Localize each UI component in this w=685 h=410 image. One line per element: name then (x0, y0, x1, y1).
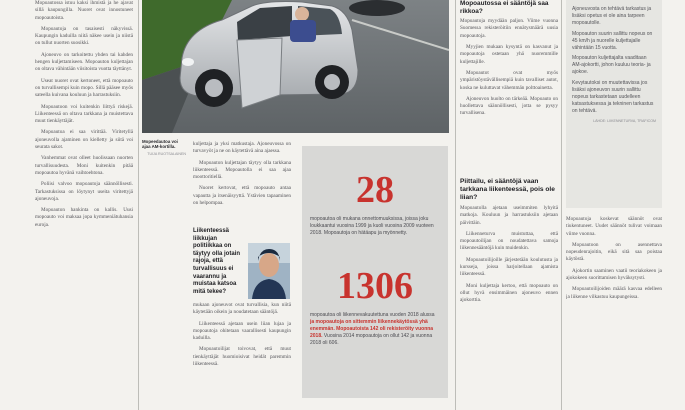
article-column-5 (566, 216, 662, 410)
paragraph: Mopoauton hankinta on kallis. Uusi mopoauto voi maksaa jopa kymmeniätuhansia euroja. (35, 207, 133, 228)
moped-car-photo (142, 0, 449, 133)
caption-text: Mopeedautoa voi ajaa AM-kortilla. (142, 139, 178, 150)
stat-number-2: 1306 (337, 265, 413, 307)
paragraph: Liikenteessä ajetaan usein liian lujaa ja mopoautoja ohitetaan vaarallisesti kaupungin kaduilla. (193, 320, 291, 342)
article-column-2 (193, 141, 291, 225)
paragraph: Ajoneuvo on tarkoitettu yhden tai kahden hengen kuljettamiseen. Mopoauton kuljettajan on oltava vähintään viisitoista vuotta täyttänyt. (35, 51, 133, 73)
stat-number-1: 28 (356, 169, 394, 211)
column-subheading: Mopoautossa ei sääntöjä saa rikkoa? (460, 0, 549, 15)
column-divider (138, 0, 139, 410)
photo-caption (142, 139, 186, 156)
paragraph: Mopoautoon voi kuitenkin liittyä riskejä. Liikenteessä on oltava tarkkana ja muistettava muut tienkäyttäjät. (35, 103, 133, 125)
column-divider (561, 0, 562, 410)
paragraph: Mopoautoa ei saa virittää. Viritetyllä ajoneuvolla ajaminen on kielletty ja siitä voi seurata sakot. (35, 129, 133, 151)
statistics-box (302, 146, 448, 398)
photo-credit: TUIJA RUOTSALAINEN (147, 151, 186, 156)
article-column-1 (35, 0, 133, 410)
fact-paragraph: Mopoauton kuljettajalta vaaditaan AM-ajokortti, johon kuuluu teoria- ja ajokoe. (572, 55, 651, 76)
stat-text-2c: Vuosina 2014 mopoautoja on ollut 142 ja vuonna 2018 oli 606. (310, 333, 433, 346)
column-subheading: Piittailu, ei sääntöjä vaan tarkkana liikenteessä, pois ole liian? (460, 178, 555, 201)
paragraph: Mopoautoilijoille järjestetään koulutusta ja kursseja, joissa harjoitellaan ajamista liikenteessä. (460, 256, 558, 278)
paragraph: Mopoautot ovat myös ympäristöystävällisempiä kuin tavalliset autot, koska ne kuluttavat vähemmän polttoainetta. (460, 69, 558, 91)
pull-quote (193, 228, 248, 296)
paragraph: kuljettaja ja yksi matkustaja. Ajoneuvossa on turvavyöt ja ne on käytettävä aina ajaessa. (193, 141, 291, 155)
paragraph: Mopoautoja on tasaisesti näkyvissä. Kaupungin kaduilla niitä näkee usein ja niistä on tullut nuorten suosikki. (35, 25, 133, 47)
column-divider (455, 0, 456, 410)
paragraph: mukaan ajoneuvot ovat turvallisia, kun niitä käytetään oikein ja noudatetaan sääntöjä. (193, 302, 291, 316)
paragraph: Mopoauton kuljettajan täytyy olla tarkkana liikenteessä. Mopoautolla ei saa ajaa moottoritiellä. (193, 159, 291, 181)
paragraph: Poliisi valvoo mopoautoja säännöllisesti. Tarkastuksissa on löytynyt useita viritettyjä ajoneuvoja. (35, 181, 133, 202)
paragraph: Ajokortin saaminen vaatii teoriakokeen ja ajokokeen suorittamisen hyväksytysti. (566, 267, 662, 282)
paragraph: Moni kuljettaja kertoo, että mopoauto on ollut hyvä ensimmäinen ajoneuvo ennen ajokorttia. (460, 282, 558, 304)
article-column-4 (460, 0, 558, 170)
fact-box (566, 0, 662, 208)
article-column-3 (193, 302, 291, 410)
paragraph: Mopoautoilijat toivovat, että muut tienkäyttäjät huomioisivat heidät paremmin liikenteessä. (193, 346, 291, 368)
fact-paragraph: Mopoauton suurin sallittu nopeus on 45 km/h ja nuorelle kuljettajalle vähintään 15 vuotta. (572, 30, 653, 51)
fact-paragraph: Ajoneuvosta on tehtävä tarkastus ja lisäksi opetus ei ole aina tarpeen mopoautolle. (572, 6, 652, 26)
paragraph: Mopoautoja koskevat säännöt ovat tiukentuneet. Uudet säännöt tulivat voimaan viime vuonna. (566, 216, 662, 237)
paragraph: Mopoautoon on asennettava nopeudenrajoitin, eikä sitä saa poistaa käytöstä. (566, 241, 662, 263)
fact-box-source: LÄHDE: LIIKENNETURVA, TRAFICOM (593, 118, 656, 123)
stat-text-2-highlight: ja mopoautoja on sittemmin liikennekäytössä yhä enemmän. Mopoautoista 142 oli rekisteröity vuonna 2018. (310, 319, 434, 339)
paragraph: Liikenneturva muistuttaa, että mopoautoilijan on noudatettava samoja liikennesääntöjä kuin muidenkin. (460, 230, 558, 252)
paragraph: Mopoautolla ajetaan useimmiten lyhyitä matkoja. Kouluun ja harrastuksiin ajetaan päivittäin. (460, 205, 558, 226)
paragraph: Mopoautossa istuu kaksi ihmistä ja he ajavat sillä kaupungilla. Nuoret ovat innostuneet mopoautoista. (35, 0, 133, 21)
paragraph: Vanhemmat ovat olleet huolissaan nuorten turvallisuudesta. Moni kuitenkin pitää mopoautoa hyvänä vaihtoehtona. (35, 155, 133, 176)
person-portrait (248, 243, 290, 299)
paragraph: Mopoautoilijoiden määrä kasvaa edelleen ja liikenne vilkastuu kaupungeissa. (566, 286, 662, 300)
paragraph: Mopoautoja myydään paljon. Viime vuonna Suomessa rekisteröitiin ennätysmäärä uusia mopoautoja. (460, 18, 558, 39)
fact-paragraph: Kevytautoksi on muutettavissa jos lisäksi ajoneuvon suurin sallittu nopeus tarkastetaan uudelleen katsastuksessa ja tekninen tarkastus on tehtävä. (572, 80, 654, 114)
paragraph: Myyjien mukaan kysyntä on kasvanut ja mopoautoja ostetaan yhä nuoremmille kuljettajille. (460, 44, 558, 65)
paragraph: Ajoneuvon huolto on tärkeää. Mopoauto on huollettava säännöllisesti, jotta se pysyy turvallisena. (460, 95, 558, 117)
paragraph: Useat nuoret ovat kertoneet, että mopoauto on turvallisempi kuin mopo. Sillä pääsee myös sateella kuivana kouluun ja harrastuksiin. (35, 77, 133, 99)
stat-text-2a: mopoautoa oli liikennevakuutettuna vuoden 2018 alussa (310, 312, 435, 318)
stat-text-1: mopoautoa oli mukana onnettomuuksissa, joissa joku loukkaantui vuosina 1999 ja kuoli vuosina 2009 vuoteen 2018. Mopoautoja on hätäapu ja myönnetty. (310, 216, 434, 236)
article-column-4b (460, 172, 558, 410)
paragraph: Nuoret kertovat, että mopoauto antaa vapautta ja itsenäisyyttä. Ystävien tapaaminen on helpompaa. (193, 185, 291, 207)
stat-text-2 (310, 312, 440, 347)
quote-text: Liikenteessä liikkujan politiikkaa on täytyy olla jotain rajoja, että turvallisuus ei vaarannu ja muistaa katsoa mitä tekee? (193, 228, 241, 295)
fact-box-content (566, 0, 662, 123)
